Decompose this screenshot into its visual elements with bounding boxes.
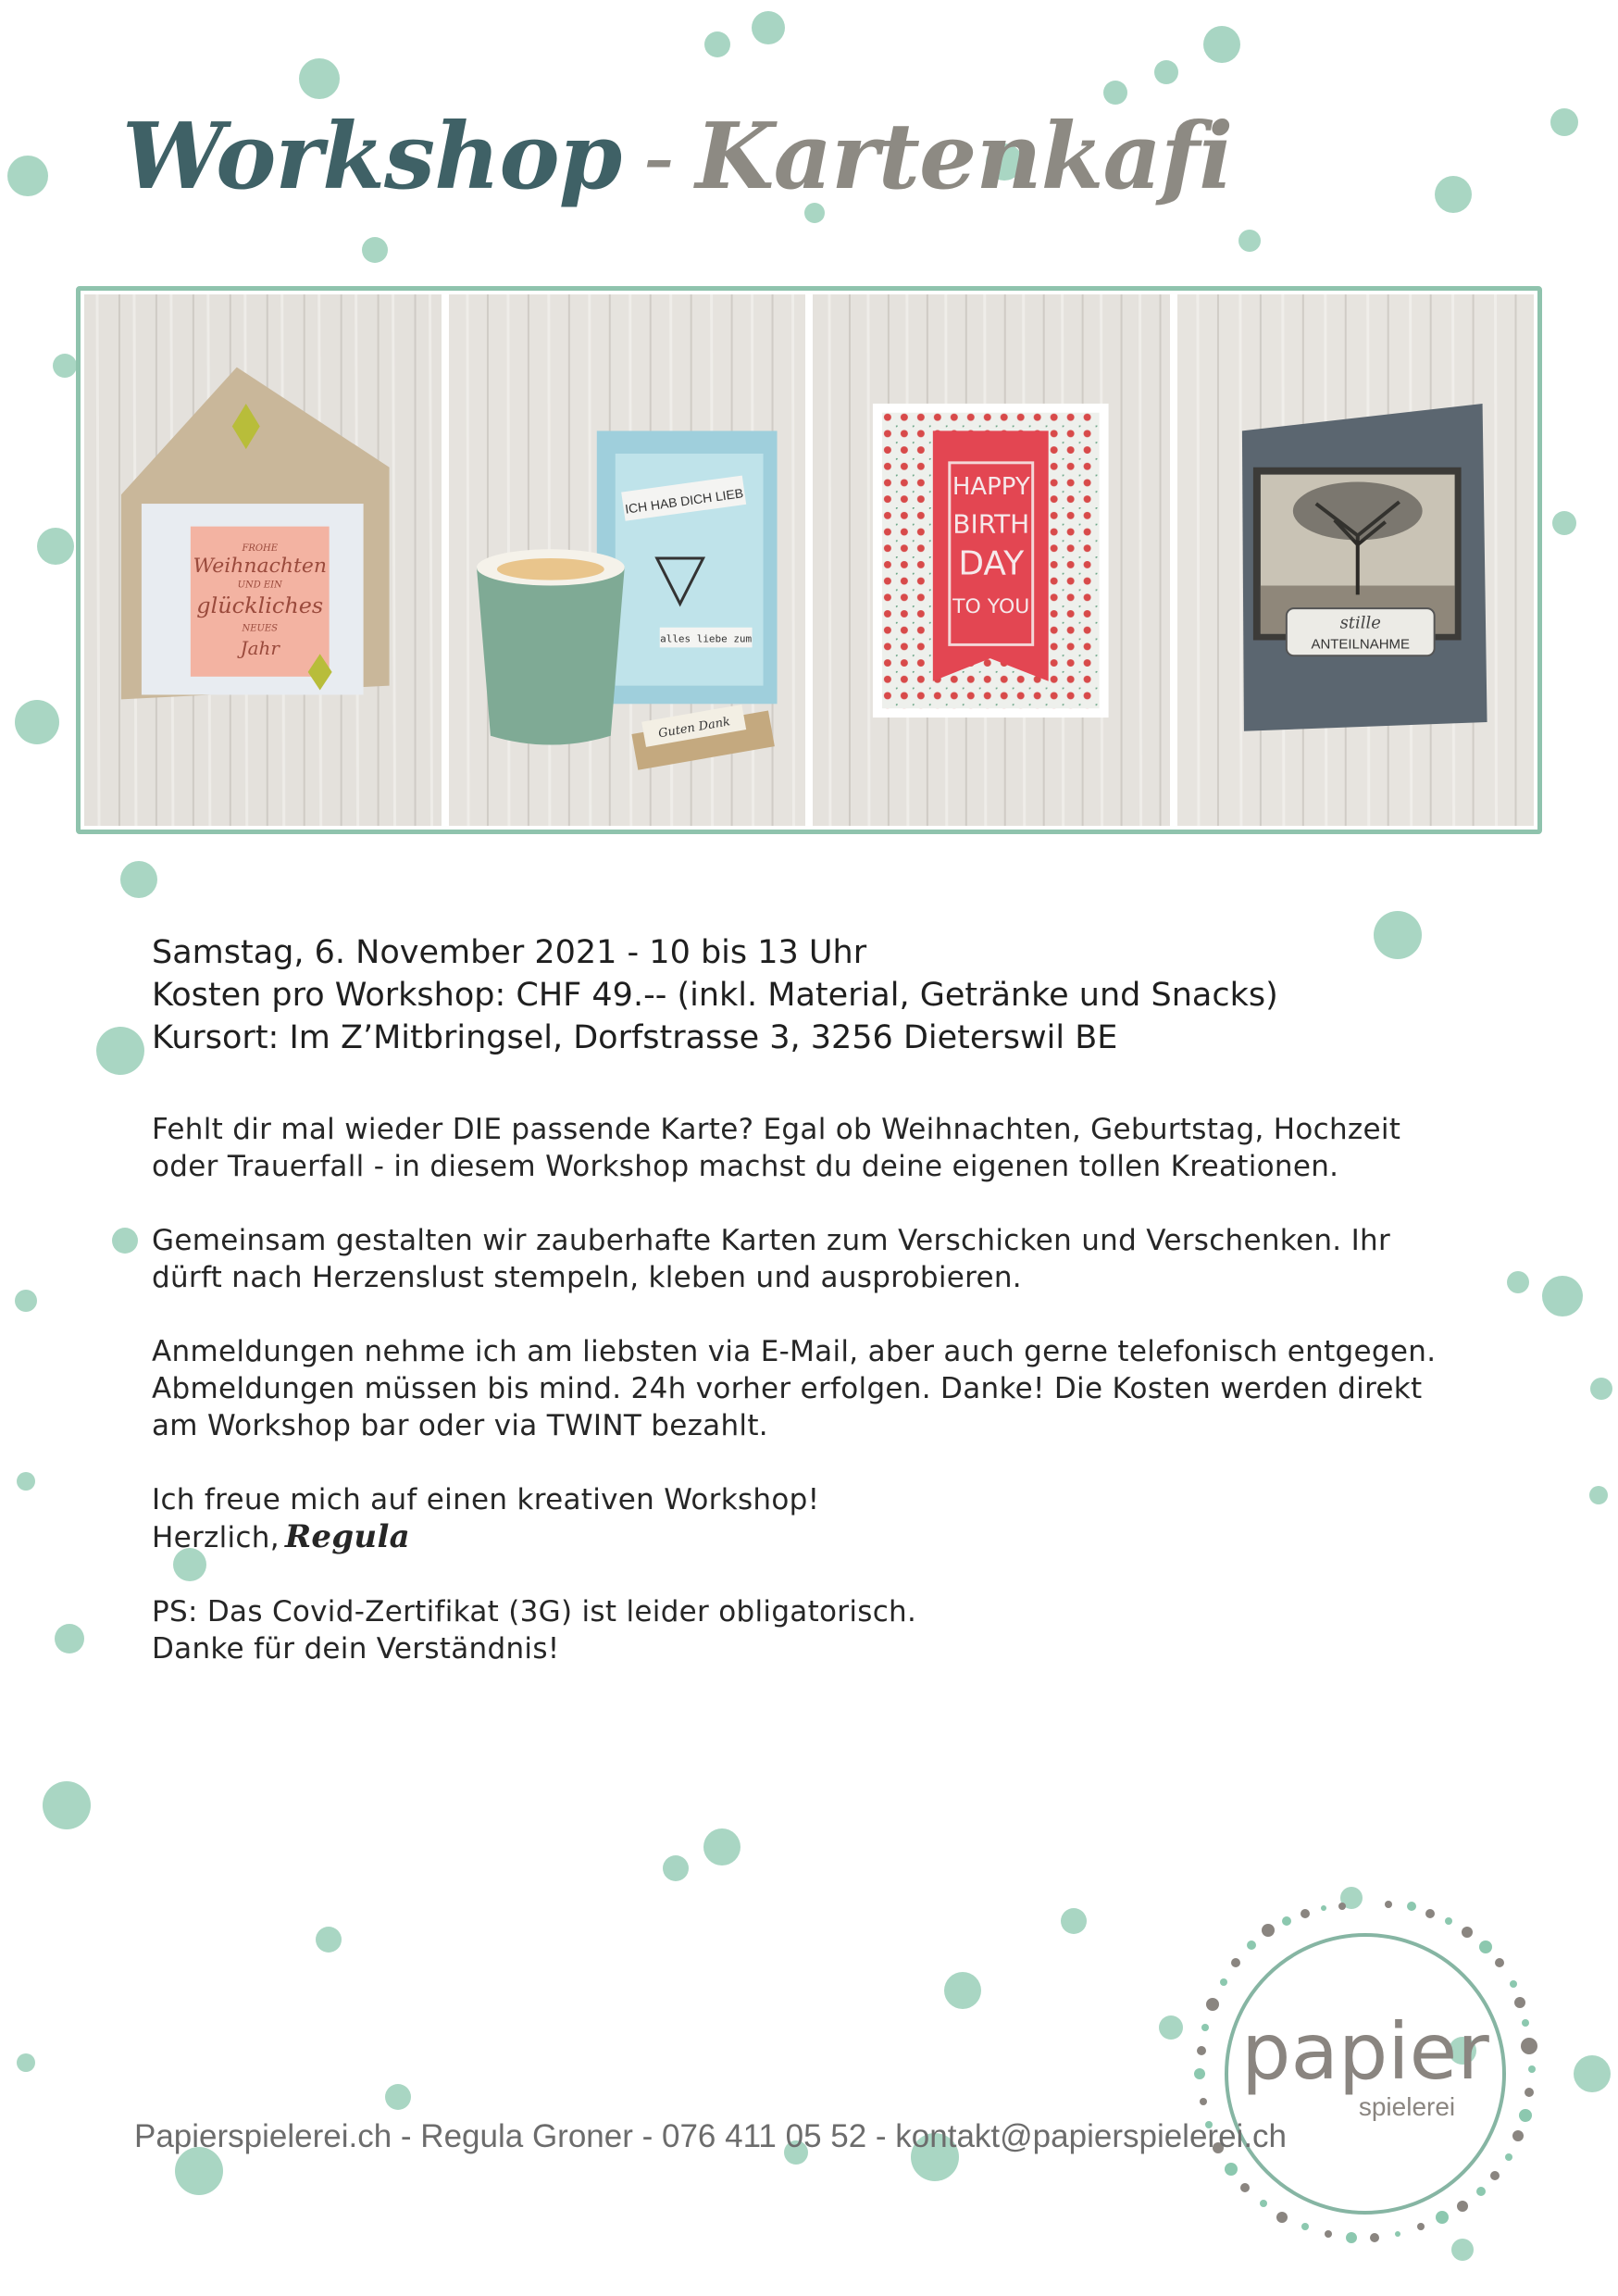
closing-greeting: Herzlich,: [152, 1521, 280, 1554]
photo-condolence-card: [1177, 294, 1535, 826]
card2-line1: ICH HAB DICH LIEB: [623, 485, 744, 517]
card-gallery: [76, 286, 1542, 834]
card3-line3: DAY: [958, 544, 1025, 583]
title-kartenkafi: Kartenkafi: [695, 104, 1233, 210]
paragraph-closing: [152, 1481, 1512, 1556]
intro-line-2: oder Trauerfall - in diesem Workshop machst du deine eigenen tollen Kreationen.: [152, 1150, 1339, 1183]
card4-line2: ANTEILNAHME: [1310, 637, 1410, 653]
card1-line6: Jahr: [240, 638, 280, 660]
closing-line-1: Ich freue mich auf einen kreativen Workshop!: [152, 1483, 820, 1516]
paragraph-registration: [152, 1333, 1512, 1444]
paragraph-intro: [152, 1111, 1512, 1185]
event-date: Samstag, 6. November 2021 - 10 bis 13 Uhr: [152, 934, 867, 971]
card1-line5: NEUES: [242, 623, 279, 634]
card3-line1: HAPPY: [952, 473, 1030, 502]
card2-line3: Guten Dank: [656, 715, 731, 742]
card1-line3: UND EIN: [237, 580, 282, 591]
papierspielerei-logo: [1185, 1893, 1546, 2254]
together-line-1: Gemeinsam gestalten wir zauberhafte Karten zum Verschicken und Verschenken. Ihr: [152, 1224, 1391, 1257]
logo-word-papier: papier: [1241, 2006, 1489, 2097]
card1-line2: Weihnachten: [193, 554, 328, 578]
ps-line-2: Danke für dein Verständnis!: [152, 1632, 560, 1666]
card2-line2: alles liebe zum: [659, 632, 752, 645]
signature: Regula: [284, 1518, 411, 1555]
footer-contact: Papierspielerei.ch - Regula Groner - 076 411 05 52 - kontakt@papierspielerei.ch: [134, 2118, 1288, 2154]
card3-line4: TO YOU: [952, 595, 1030, 618]
registration-line-1: Anmeldungen nehme ich am liebsten via E-Mail, aber auch gerne telefonisch entgegen.: [152, 1335, 1437, 1368]
photo-coffee-card: [449, 294, 806, 826]
photo-christmas-card: [84, 294, 442, 826]
photo-birthday-card: [813, 294, 1170, 826]
paragraph-together: [152, 1222, 1512, 1296]
page-title: [122, 93, 1232, 222]
registration-line-3: am Workshop bar oder via TWINT bezahlt.: [152, 1409, 768, 1442]
title-workshop: Workshop: [122, 104, 622, 210]
card4-line1: stille: [1339, 613, 1381, 633]
together-line-2: dürft nach Herzenslust stempeln, kleben und ausprobieren.: [152, 1261, 1022, 1294]
card1-line1: FROHE: [242, 543, 279, 555]
intro-line-1: Fehlt dir mal wieder DIE passende Karte? Egal ob Weihnachten, Geburtstag, Hochzeit: [152, 1113, 1401, 1146]
event-details: [152, 931, 1466, 1059]
title-separator: -: [643, 105, 674, 210]
ps-line-1: PS: Das Covid-Zertifikat (3G) ist leider obligatorisch.: [152, 1595, 917, 1628]
description: [152, 1111, 1512, 1704]
card3-line2: BIRTH: [952, 508, 1030, 540]
event-cost: Kosten pro Workshop: CHF 49.-- (inkl. Material, Getränke und Snacks): [152, 977, 1278, 1014]
card1-line4: glückliches: [196, 593, 324, 618]
logo-word-spielerei: spielerei: [1358, 2092, 1456, 2121]
event-location: Kursort: Im Z’Mitbringsel, Dorfstrasse 3, 3256 Dieterswil BE: [152, 1019, 1118, 1056]
registration-line-2: Abmeldungen müssen bis mind. 24h vorher erfolgen. Danke! Die Kosten werden direkt: [152, 1372, 1423, 1405]
paragraph-ps: [152, 1593, 1512, 1667]
